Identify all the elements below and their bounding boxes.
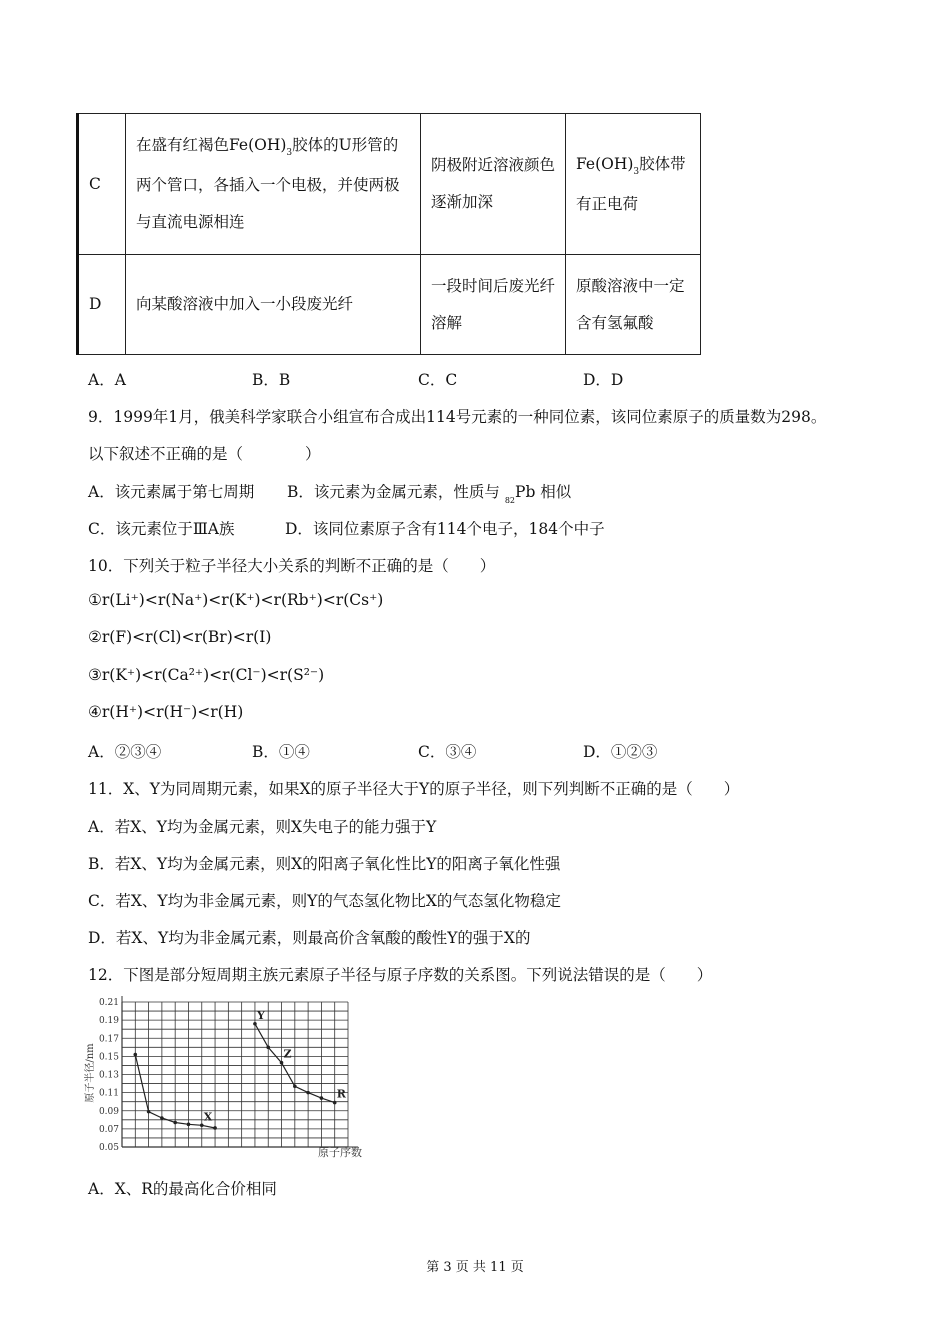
y-tick-label: 0.19 [98, 1016, 119, 1027]
q10-option-a: A．②③④ [88, 743, 162, 761]
q9-option-b: B．该元素为金属元素，性质与 $_{82}$Pb 相似 [287, 483, 572, 505]
data-point [133, 1053, 137, 1057]
q9-option-a: A．该元素属于第七周期 [88, 483, 255, 501]
q8-option-b: B．B [252, 371, 291, 389]
data-point [187, 1123, 191, 1127]
y-tick-label: 0.21 [98, 998, 119, 1008]
data-point [160, 1116, 164, 1120]
data-point [293, 1084, 297, 1088]
data-point [253, 1022, 257, 1026]
y-axis-label: 原子半径/nm [85, 1043, 96, 1103]
q9-option-d: D．该同位素原子含有114个电子，184个中子 [285, 520, 605, 538]
data-point [147, 1110, 151, 1114]
q11-option-a: A．若X、Y均为金属元素，则X失电子的能力强于Y [88, 818, 437, 836]
table-row [78, 114, 701, 255]
q10-option-c: C．③④ [418, 743, 477, 761]
chart-grid [122, 996, 358, 1147]
point-label-r: R [336, 1087, 346, 1101]
operation-cell: 向某酸溶液中加入一小段废光纤 [126, 255, 421, 355]
q9-stem-line2: 以下叙述不正确的是（ ） [88, 445, 321, 463]
data-point [320, 1096, 324, 1100]
q10-item-1: ①r(Li⁺)<r(Na⁺)<r(K⁺)<r(Rb⁺)<r(Cs⁺) [88, 591, 384, 609]
q10-option-d: D．①②③ [583, 743, 658, 761]
q10-item-2: ②r(F)<r(Cl)<r(Br)<r(I) [88, 628, 272, 646]
chart-annotations [204, 1009, 347, 1124]
table-row [78, 255, 701, 355]
q10-item-3: ③r(K⁺)<r(Ca²⁺)<r(Cl⁻)<r(S²⁻) [88, 666, 325, 684]
y-tick-label: 0.13 [98, 1070, 119, 1081]
conclusion-cell: $Fe(OH)_3$胶体带有正电荷 [566, 114, 701, 255]
data-point [280, 1061, 284, 1065]
q11-stem: 11．X、Y为同周期元素，如果X的原子半径大于Y的原子半径，则下列判断不正确的是（ ） [88, 780, 740, 798]
data-point [200, 1123, 204, 1127]
data-point [173, 1121, 177, 1125]
data-point [213, 1126, 217, 1130]
y-tick-label: 0.11 [98, 1088, 119, 1099]
q8-option-a: A．A [88, 371, 126, 389]
y-tick-labels [99, 998, 119, 1153]
point-label-y: Y [256, 1008, 265, 1022]
point-label-x: X [203, 1110, 213, 1124]
q11-option-c: C．若X、Y均为非金属元素，则Y的气态氢化物比X的气态氢化物稳定 [88, 892, 561, 910]
y-tick-label: 0.05 [98, 1143, 119, 1153]
conclusion-cell: 原酸溶液中一定含有氢氟酸 [566, 255, 701, 355]
y-tick-label: 0.17 [98, 1034, 119, 1045]
phenomenon-cell: 阴极附近溶液颜色逐渐加深 [421, 114, 566, 255]
data-point [306, 1091, 310, 1095]
phenomenon-cell: 一段时间后废光纤溶解 [421, 255, 566, 355]
q9-option-c: C．该元素位于ⅢA族 [88, 520, 235, 538]
q12-option-a: A．X、R的最高化合价相同 [88, 1180, 277, 1198]
q11-option-d: D．若X、Y均为非金属元素，则最高价含氧酸的酸性Y的强于X的 [88, 929, 531, 947]
q10-item-4: ④r(H⁺)<r(H⁻)<r(H) [88, 703, 244, 721]
q12-stem: 12．下图是部分短周期主族元素原子半径与原子序数的关系图。下列说法错误的是（ ） [88, 966, 713, 984]
y-tick-label: 0.07 [98, 1124, 119, 1135]
q8-option-d: D．D [583, 371, 624, 389]
point-label-z: Z [283, 1047, 292, 1061]
chart-lines [135, 1024, 334, 1128]
data-point [266, 1046, 270, 1050]
atomic-radius-chart [84, 993, 374, 1168]
row-letter: C [78, 114, 126, 255]
q10-stem: 10．下列关于粒子半径大小关系的判断不正确的是（ ） [88, 557, 496, 575]
q8-option-c: C．C [418, 371, 458, 389]
experiment-table [76, 113, 701, 355]
page-footer: 第 3 页 共 11 页 [426, 1260, 524, 1275]
row-letter: D [78, 255, 126, 355]
data-point [333, 1101, 337, 1105]
q9-stem-line1: 9．1999年1月，俄美科学家联合小组宣布合成出114号元素的一种同位素，该同位素原子的质量数为298。 [88, 408, 827, 426]
q11-option-b: B．若X、Y均为金属元素，则X的阳离子氧化性比Y的阳离子氧化性强 [88, 855, 561, 873]
q10-option-b: B．①④ [252, 743, 310, 761]
y-tick-label: 0.09 [98, 1106, 119, 1117]
operation-cell: 在盛有红褐色$Fe(OH)_3$胶体的U形管的两个管口，各插入一个电极，并使两极与直流电源相连 [126, 114, 421, 255]
x-axis-label: 原子序数 [318, 1146, 362, 1159]
y-tick-label: 0.15 [98, 1052, 119, 1063]
